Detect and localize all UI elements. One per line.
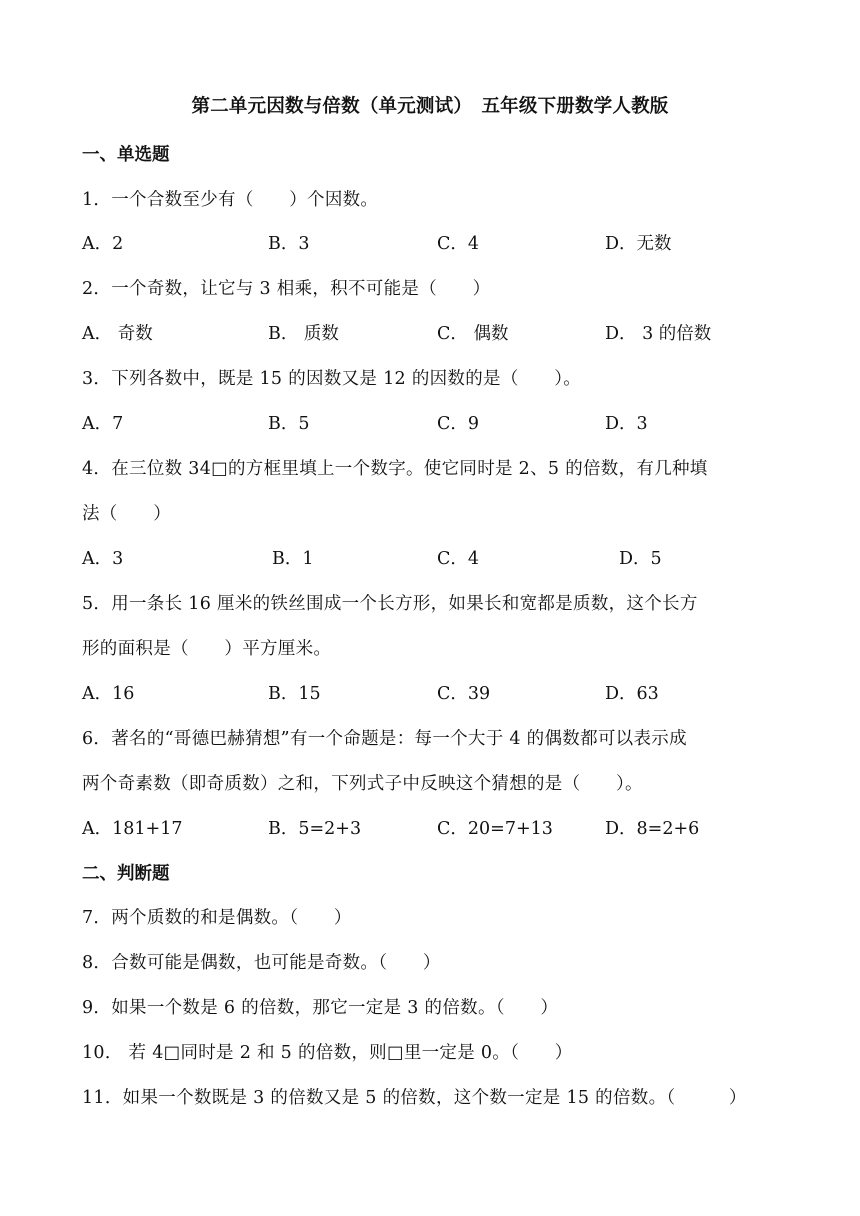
judgment-7: 7．两个质数的和是偶数。（ ） [82, 908, 352, 928]
judgment-11: 11．如果一个数既是 3 的倍数又是 5 的倍数，这个数一定是 15 的倍数。（ ） [82, 1088, 747, 1108]
options-6 [82, 815, 782, 841]
options-1 [82, 230, 782, 256]
option-b: B． 质数 [268, 324, 339, 344]
option-b: B．1 [272, 549, 314, 569]
option-a: A．16 [82, 684, 135, 704]
options-5 [82, 680, 782, 706]
option-b: B．5=2+3 [268, 819, 362, 839]
options-4 [82, 545, 782, 571]
option-d: D．3 [605, 414, 648, 434]
question-5-line-1: 5．用一条长 16 厘米的铁丝围成一个长方形，如果长和宽都是质数，这个长方 [82, 594, 698, 614]
question-1: 1．一个合数至少有（ ）个因数。 [82, 190, 379, 210]
option-c: C． 偶数 [437, 324, 509, 344]
option-c: C．39 [437, 684, 491, 704]
option-c: C．4 [437, 549, 480, 569]
section-heading-single-choice: 一、单选题 [82, 145, 170, 165]
option-c: C．9 [437, 414, 480, 434]
options-2 [82, 320, 782, 346]
question-4-line-1: 4．在三位数 34□的方框里填上一个数字。使它同时是 2、5 的倍数，有几种填 [82, 459, 708, 479]
question-5-line-2: 形的面积是（ ）平方厘米。 [82, 639, 332, 659]
option-d: D．63 [605, 684, 659, 704]
question-2: 2．一个奇数，让它与 3 相乘，积不可能是（ ） [82, 279, 491, 299]
option-d: D． 3 的倍数 [605, 324, 712, 344]
option-d: D．无数 [605, 234, 672, 254]
option-a: A． 奇数 [82, 324, 153, 344]
option-d: D．8=2+6 [605, 819, 700, 839]
page-title: 第二单元因数与倍数（单元测试） 五年级下册数学人教版 [191, 96, 669, 117]
judgment-8: 8．合数可能是偶数，也可能是奇数。（ ） [82, 953, 441, 973]
option-b: B．15 [268, 684, 321, 704]
judgment-9: 9．如果一个数是 6 的倍数，那它一定是 3 的倍数。（ ） [82, 998, 559, 1018]
option-a: A．3 [82, 549, 124, 569]
judgment-10: 10． 若 4□同时是 2 和 5 的倍数，则□里一定是 0。（ ） [82, 1043, 573, 1063]
question-6-line-1: 6．著名的“哥德巴赫猜想”有一个命题是：每一个大于 4 的偶数都可以表示成 [82, 729, 687, 749]
option-b: B．3 [268, 234, 310, 254]
option-a: A．181+17 [82, 819, 183, 839]
option-c: C．4 [437, 234, 480, 254]
option-c: C．20=7+13 [437, 819, 553, 839]
option-a: A．2 [82, 234, 124, 254]
question-3: 3．下列各数中，既是 15 的因数又是 12 的因数的是（ ）。 [82, 369, 582, 389]
option-a: A．7 [82, 414, 124, 434]
options-3 [82, 410, 782, 436]
option-b: B．5 [268, 414, 310, 434]
option-d: D．5 [619, 549, 662, 569]
question-4-line-2: 法（ ） [82, 504, 171, 524]
question-6-line-2: 两个奇素数（即奇质数）之和，下列式子中反映这个猜想的是（ ）。 [82, 774, 643, 794]
section-heading-true-false: 二、判断题 [82, 864, 170, 884]
